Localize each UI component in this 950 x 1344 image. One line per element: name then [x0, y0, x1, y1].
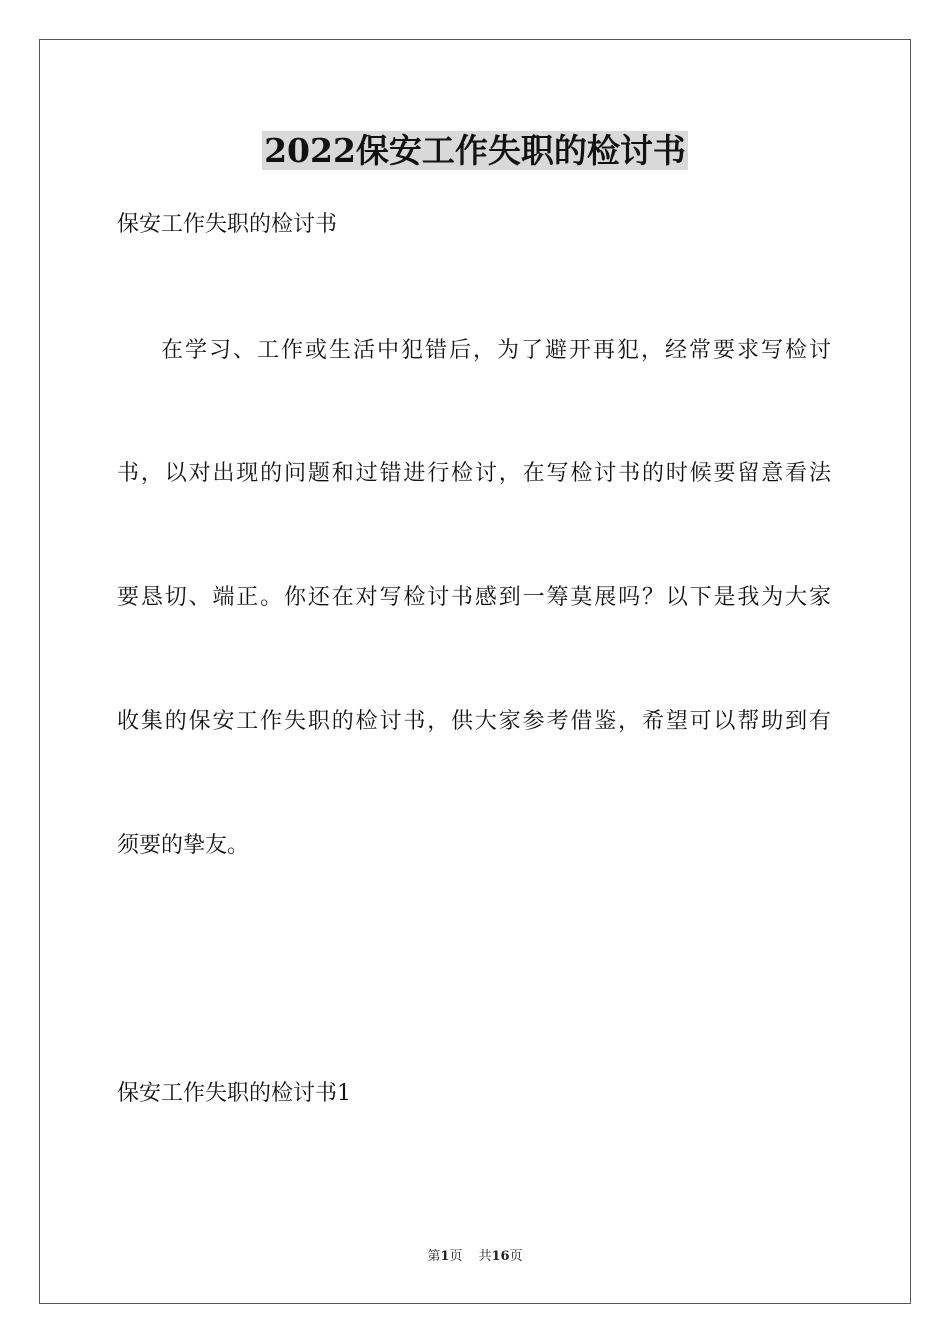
document-title-text: 2022保安工作失职的检讨书 [264, 131, 686, 170]
footer-page-suffix: 页 [449, 1249, 463, 1264]
footer-page-number: 1 [440, 1249, 450, 1264]
section-heading: 保安工作失职的检讨书1 [117, 1081, 351, 1106]
footer-page-prefix: 第 [427, 1249, 441, 1264]
footer-total-suffix: 页 [509, 1249, 523, 1264]
footer-total-prefix: 共 [478, 1249, 492, 1264]
paragraph-line-4: 收集的保安工作失职的检讨书，供大家参考借鉴，希望可以帮助到有 [117, 709, 831, 734]
document-subtitle: 保安工作失职的检讨书 [117, 212, 338, 237]
document-title [0, 128, 950, 174]
footer-total-pages: 16 [491, 1249, 510, 1264]
paragraph-line-3: 要恳切、端正。你还在对写检讨书感到一筹莫展吗？以下是我为大家 [117, 585, 831, 610]
paragraph-line-5: 须要的挚友。 [117, 833, 250, 858]
paragraph-line-2: 书，以对出现的问题和过错进行检讨，在写检讨书的时候要留意看法 [117, 461, 831, 486]
page-footer [0, 1248, 950, 1266]
paragraph-line-1: 在学习、工作或生活中犯错后，为了避开再犯，经常要求写检讨 [161, 338, 831, 363]
